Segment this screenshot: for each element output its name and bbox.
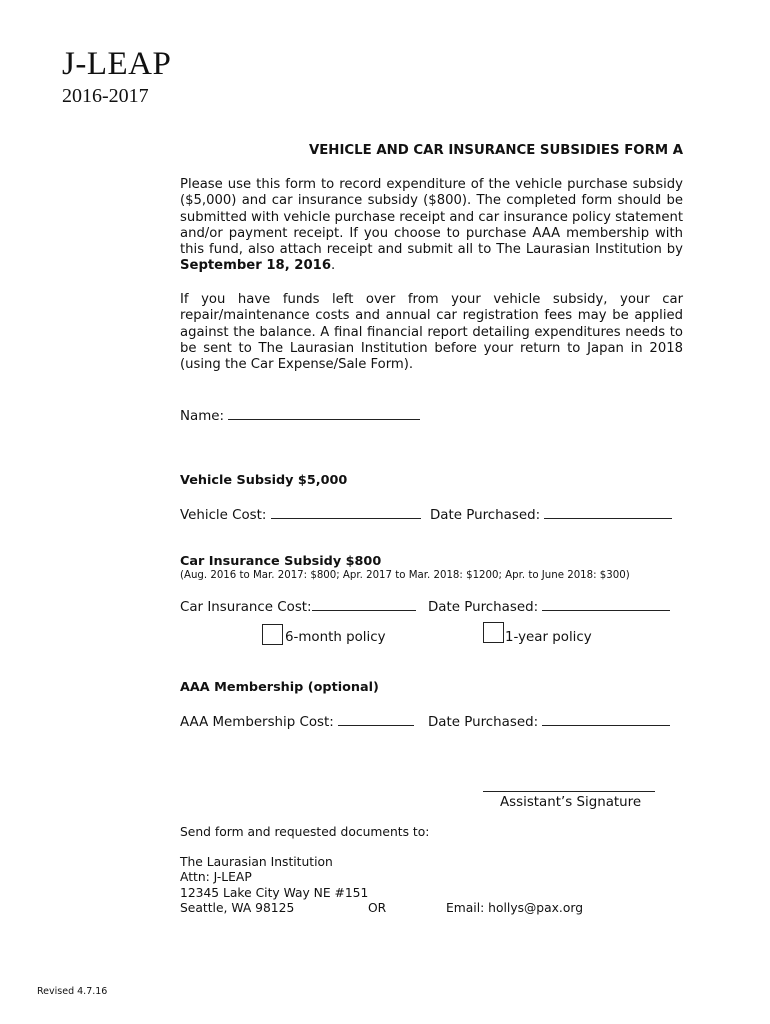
- contact-email: Email: hollys@pax.org: [446, 901, 583, 915]
- vehicle-subsidy-heading: Vehicle Subsidy $5,000: [180, 473, 348, 488]
- program-title: J-LEAP: [62, 46, 172, 82]
- insurance-cost-row: [180, 597, 416, 615]
- insurance-rate-note: (Aug. 2016 to Mar. 2017: $800; Apr. 2017 to Mar. 2018: $1200; Apr. to June 2018: $300): [180, 570, 630, 581]
- insurance-subsidy-heading: Car Insurance Subsidy $800: [180, 554, 382, 569]
- aaa-cost-label: AAA Membership Cost:: [180, 715, 334, 730]
- vehicle-date-field[interactable]: [544, 505, 672, 519]
- vehicle-date-label: Date Purchased:: [430, 508, 541, 523]
- six-month-policy-checkbox[interactable]: [262, 624, 283, 645]
- insurance-date-label: Date Purchased:: [428, 600, 539, 615]
- aaa-membership-heading: AAA Membership (optional): [180, 680, 379, 695]
- insurance-cost-label: Car Insurance Cost:: [180, 600, 312, 615]
- aaa-date-label: Date Purchased:: [428, 715, 539, 730]
- address-line-1: The Laurasian Institution: [180, 855, 333, 869]
- name-row: [180, 406, 420, 424]
- address-line-3: 12345 Lake City Way NE #151: [180, 885, 369, 900]
- mailing-address: [180, 855, 368, 916]
- aaa-cost-row: [180, 712, 414, 730]
- or-separator: OR: [368, 901, 387, 915]
- signature-line[interactable]: [483, 791, 655, 792]
- insurance-date-field[interactable]: [542, 597, 670, 611]
- vehicle-cost-field[interactable]: [271, 505, 421, 519]
- address-line-4: Seattle, WA 98125: [180, 900, 295, 915]
- name-label: Name:: [180, 409, 225, 424]
- insurance-date-row: [428, 597, 670, 615]
- instructions-paragraph: [180, 177, 683, 275]
- name-field[interactable]: [228, 406, 420, 420]
- one-year-policy-checkbox[interactable]: [483, 622, 504, 643]
- six-month-policy-label: 6-month policy: [285, 630, 386, 645]
- signature-label: Assistant’s Signature: [500, 795, 642, 810]
- revision-date: Revised 4.7.16: [37, 986, 108, 997]
- vehicle-date-row: [430, 505, 672, 523]
- aaa-cost-field[interactable]: [338, 712, 414, 726]
- leftover-funds-paragraph: If you have funds left over from your vehicle subsidy, your car repair/maintenance costs and annual car registration fees may be applied against the balance. A final financial report detailing expenditures needs to be sent to The Laurasian Institution before your return to Japan in 2018 (using the Car Expense/Sale Form).: [180, 292, 683, 373]
- program-years: 2016-2017: [62, 85, 149, 107]
- vehicle-cost-label: Vehicle Cost:: [180, 508, 267, 523]
- form-title: VEHICLE AND CAR INSURANCE SUBSIDIES FORM A: [308, 143, 683, 158]
- instructions-period: .: [331, 258, 336, 274]
- vehicle-cost-row: [180, 505, 421, 523]
- instructions-text: Please use this form to record expenditure of the vehicle purchase subsidy ($5,000) and car insurance subsidy ($800). The completed form should be submitted with vehicle purchase receipt and car insurance policy statement and/or payment receipt. If you choose to purchase AAA membership with this fund, also attach receipt and submit all to The Laurasian Institution by: [180, 177, 683, 258]
- send-instructions: Send form and requested documents to:: [180, 825, 430, 839]
- address-line-2: Attn: J-LEAP: [180, 870, 252, 885]
- deadline-date: September 18, 2016: [180, 258, 332, 274]
- aaa-date-field[interactable]: [542, 712, 670, 726]
- insurance-cost-field[interactable]: [312, 597, 416, 611]
- aaa-date-row: [428, 712, 670, 730]
- one-year-policy-label: 1-year policy: [505, 630, 592, 645]
